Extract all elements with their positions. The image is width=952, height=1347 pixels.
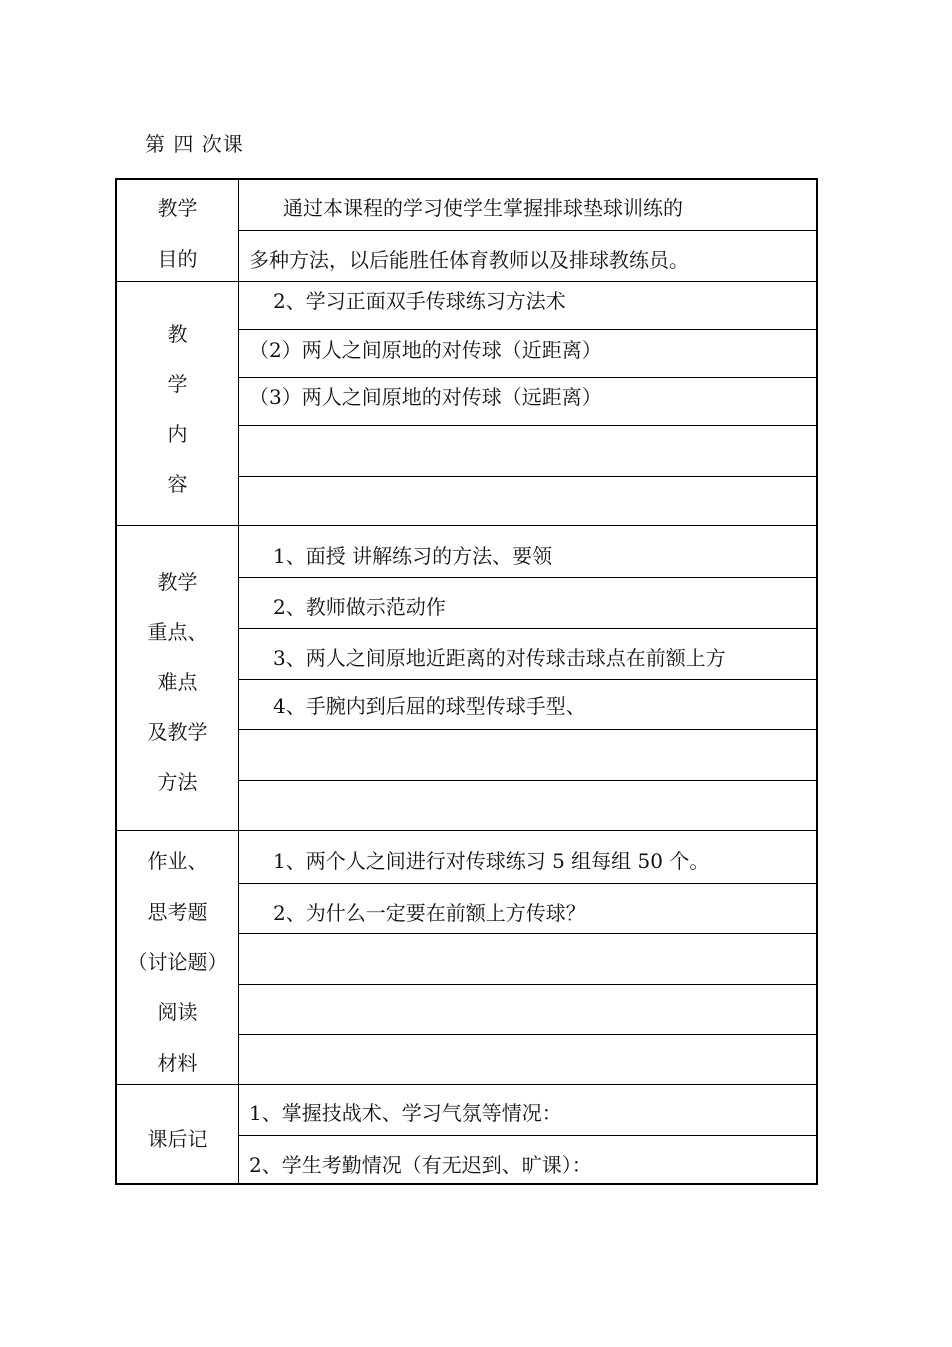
cell-text: 2、学生考勤情况（有无迟到、旷课）： <box>249 1153 592 1177</box>
section-label <box>117 1085 239 1185</box>
table-row <box>239 729 816 780</box>
table-row <box>239 526 816 577</box>
table-row <box>239 180 816 230</box>
label-line: 思考题 <box>147 900 208 924</box>
table-row <box>239 933 816 984</box>
section-teaching-content <box>117 281 816 525</box>
cell-text: （3）两人之间原地的对传球（远距离） <box>249 385 602 409</box>
label-line: 材料 <box>157 1051 198 1075</box>
table-row <box>239 679 816 729</box>
label-line: 课后记 <box>147 1127 208 1151</box>
label-line: 作业、 <box>147 849 208 873</box>
table-row <box>239 329 816 377</box>
cell-text: 1、掌握技战术、学习气氛等情况： <box>249 1101 562 1125</box>
table-row <box>239 831 816 883</box>
label-line: 重点、 <box>147 620 208 644</box>
cell-text: 4、手腕内到后屈的球型传球手型、 <box>273 694 586 718</box>
table-row <box>239 1085 816 1135</box>
lesson-title: 第 四 次课 <box>145 132 244 156</box>
label-line: （讨论题） <box>127 950 228 974</box>
cell-text: 2、为什么一定要在前额上方传球？ <box>273 901 586 925</box>
cell-text: 2、学习正面双手传球练习方法术 <box>273 289 566 313</box>
section-homework <box>117 830 816 1084</box>
table-row <box>239 883 816 933</box>
section-label <box>117 180 239 281</box>
label-line: 方法 <box>157 770 198 794</box>
cell-text: 多种方法，以后能胜任体育教师以及排球教练员。 <box>249 248 689 272</box>
cell-text: 3、两人之间原地近距离的对传球击球点在前额上方 <box>273 646 726 670</box>
table-row <box>239 984 816 1034</box>
table-row <box>239 577 816 628</box>
label-line: 容 <box>167 472 188 496</box>
table-row <box>239 425 816 476</box>
label-line: 及教学 <box>147 720 208 744</box>
label-line: 学 <box>167 372 188 396</box>
cell-text: 通过本课程的学习使学生掌握排球垫球训练的 <box>283 196 683 220</box>
table-row <box>239 780 816 831</box>
section-label <box>117 282 239 525</box>
cell-text: 2、教师做示范动作 <box>273 595 446 619</box>
label-line: 教学 <box>157 570 198 594</box>
table-row <box>239 476 816 526</box>
label-line: 阅读 <box>157 1000 198 1024</box>
label-line: 难点 <box>157 670 198 694</box>
label-line: 目的 <box>157 247 198 271</box>
section-teaching-goal <box>117 180 816 281</box>
section-key-points <box>117 525 816 830</box>
section-after-class-notes <box>117 1084 816 1185</box>
cell-text: （2）两人之间原地的对传球（近距离） <box>249 338 602 362</box>
table-row <box>239 1135 816 1186</box>
label-line: 教 <box>167 322 188 346</box>
table-row <box>239 377 816 425</box>
section-label <box>117 831 239 1084</box>
lesson-plan-table <box>115 178 818 1185</box>
label-line: 教学 <box>157 196 198 220</box>
cell-text: 1、两个人之间进行对传球练习 5 组每组 50 个。 <box>273 849 710 873</box>
table-row <box>239 628 816 679</box>
label-line: 内 <box>167 422 188 446</box>
cell-text: 1、面授 讲解练习的方法、要领 <box>273 544 553 568</box>
table-row <box>239 230 816 281</box>
section-label <box>117 526 239 830</box>
table-row <box>239 1034 816 1085</box>
table-row <box>239 282 816 329</box>
